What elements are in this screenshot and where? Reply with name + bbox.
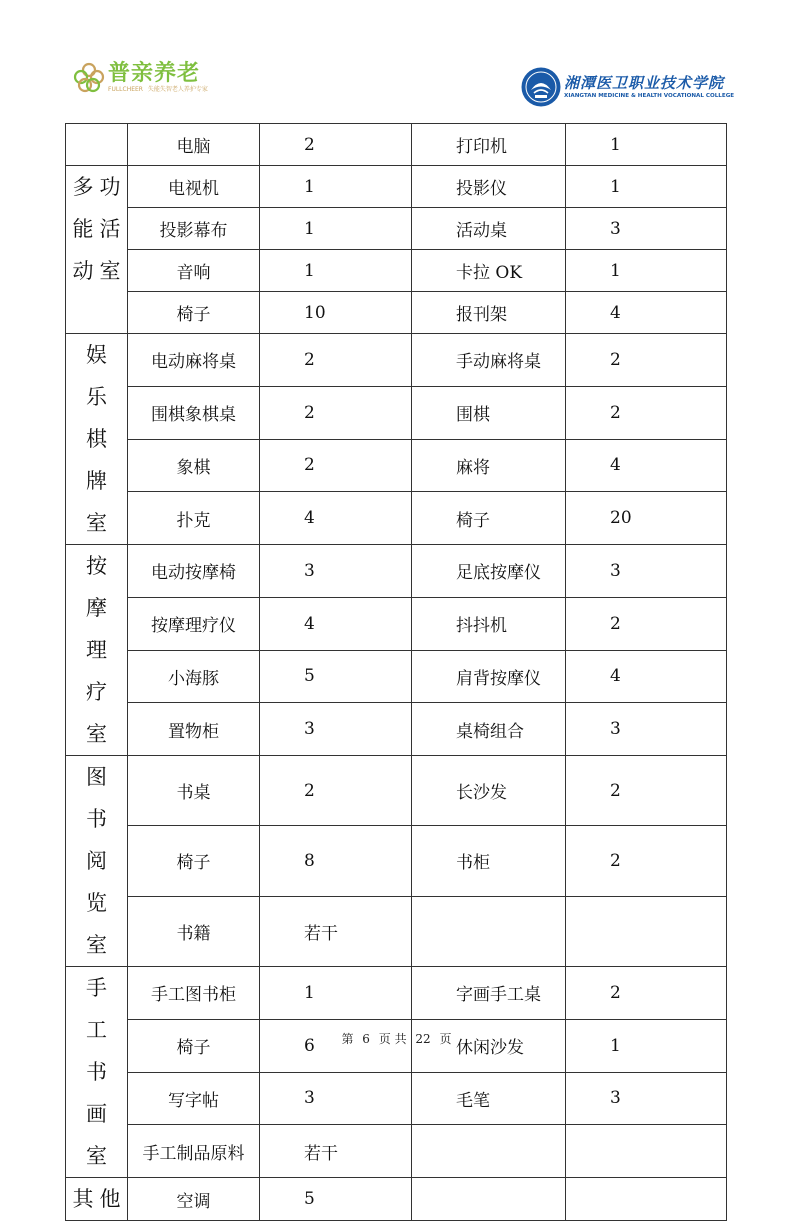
room-name-cell [66,124,128,166]
room-name-line: 书画 [86,1060,123,1126]
item-name-cell: 卡拉 OK [412,250,566,292]
table-row [66,756,727,826]
room-name-line: 室 [86,511,123,535]
room-name-line: 阅览 [86,849,123,915]
item-name-cell: 围棋象棋桌 [128,386,260,439]
item-name-cell: 桌椅组合 [412,703,566,756]
item-quantity-cell: 3 [566,208,727,250]
fullcheer-logo [72,58,208,98]
room-name-line: 能活 [72,217,127,241]
item-name-cell: 按摩理疗仪 [128,597,260,650]
item-name-cell: 报刊架 [412,292,566,334]
item-quantity-cell: 5 [260,650,412,703]
item-quantity-cell: 20 [566,492,727,545]
room-name-line: 多功 [72,175,127,199]
item-quantity-cell: 2 [260,124,412,166]
room-name-cell [66,967,128,1178]
item-quantity-cell [566,896,727,966]
brand-name: 普亲养老 [108,61,201,86]
item-name-cell [412,1125,566,1178]
item-name-cell: 椅子 [128,292,260,334]
item-name-cell: 毛笔 [412,1072,566,1125]
item-name-cell: 象棋 [128,439,260,492]
item-quantity-cell: 3 [566,703,727,756]
room-name-cell [66,756,128,967]
table-row [66,826,727,896]
item-quantity-cell: 10 [260,292,412,334]
item-name-cell: 置物柜 [128,703,260,756]
footer-total-pages: 22 [415,1032,431,1046]
item-name-cell: 休闲沙发 [412,1019,566,1072]
item-quantity-cell: 1 [260,967,412,1020]
item-quantity-cell [566,1125,727,1178]
item-quantity-cell: 1 [260,208,412,250]
table-row [66,292,727,334]
room-name-line: 理疗 [86,638,123,704]
item-name-cell: 电动麻将桌 [128,334,260,387]
item-quantity-cell: 1 [260,166,412,208]
table-row [66,492,727,545]
table-row [66,1125,727,1178]
item-quantity-cell: 1 [566,1019,727,1072]
item-quantity-cell: 2 [566,756,727,826]
item-quantity-cell: 1 [566,166,727,208]
item-quantity-cell: 3 [566,545,727,598]
item-quantity-cell: 3 [260,1072,412,1125]
item-name-cell: 电脑 [128,124,260,166]
table-row [66,650,727,703]
item-quantity-cell: 1 [566,250,727,292]
table-row [66,545,727,598]
table-row [66,250,727,292]
item-quantity-cell: 2 [566,386,727,439]
item-quantity-cell: 8 [260,826,412,896]
item-quantity-cell [566,1178,727,1221]
item-name-cell: 打印机 [412,124,566,166]
item-name-cell: 椅子 [128,826,260,896]
item-quantity-cell: 4 [260,597,412,650]
item-name-cell: 投影幕布 [128,208,260,250]
item-quantity-cell: 若干 [260,1125,412,1178]
footer-suffix: 页 [439,1032,452,1046]
item-quantity-cell: 2 [260,334,412,387]
room-name-line: 室 [86,933,123,957]
page-footer [0,1030,793,1047]
item-name-cell: 手工图书柜 [128,967,260,1020]
item-name-cell: 电动按摩椅 [128,545,260,598]
table-row [66,439,727,492]
table-row [66,124,727,166]
table-row [66,703,727,756]
room-name-line: 室 [86,1144,123,1168]
room-name-cell [66,166,128,334]
item-quantity-cell: 3 [260,703,412,756]
item-quantity-cell: 4 [566,650,727,703]
item-name-cell: 音响 [128,250,260,292]
item-name-cell: 肩背按摩仪 [412,650,566,703]
room-name-line: 室 [86,722,123,746]
item-name-cell: 扑克 [128,492,260,545]
item-name-cell: 书柜 [412,826,566,896]
item-name-cell: 抖抖机 [412,597,566,650]
item-name-cell: 椅子 [128,1019,260,1072]
flower-logo-icon [72,61,106,95]
equipment-table [65,123,727,1221]
room-name-line: 动室 [72,259,127,283]
item-name-cell: 围棋 [412,386,566,439]
item-name-cell: 手动麻将桌 [412,334,566,387]
item-name-cell: 书籍 [128,896,260,966]
room-name-line: 图书 [86,765,123,831]
item-name-cell: 足底按摩仪 [412,545,566,598]
item-quantity-cell: 2 [260,386,412,439]
item-name-cell: 投影仪 [412,166,566,208]
room-name-cell [66,545,128,756]
item-name-cell: 手工制品原料 [128,1125,260,1178]
brand-slogan: 失能失智老人养护专家 [147,86,208,93]
item-quantity-cell: 1 [566,124,727,166]
table-row [66,967,727,1020]
footer-page-number: 6 [362,1032,370,1046]
item-quantity-cell: 若干 [260,896,412,966]
item-quantity-cell: 2 [566,826,727,896]
item-name-cell: 写字帖 [128,1072,260,1125]
item-name-cell: 活动桌 [412,208,566,250]
room-name-line: 娱乐 [86,343,123,409]
room-name-line: 其他 [72,1187,127,1211]
college-name-cn: 湘潭医卫职业技术学院 [564,74,725,92]
footer-prefix: 第 [341,1032,354,1046]
item-quantity-cell: 2 [566,334,727,387]
item-name-cell: 空调 [128,1178,260,1221]
table-row [66,896,727,966]
item-name-cell: 小海豚 [128,650,260,703]
college-seal-icon [520,66,562,108]
item-name-cell: 麻将 [412,439,566,492]
item-quantity-cell: 4 [566,292,727,334]
college-logo [520,66,734,108]
item-quantity-cell: 2 [260,439,412,492]
item-name-cell [412,896,566,966]
room-name-line: 按摩 [86,554,123,620]
item-quantity-cell: 2 [260,756,412,826]
footer-mid: 页 共 [378,1032,407,1046]
item-name-cell: 椅子 [412,492,566,545]
item-name-cell: 字画手工桌 [412,967,566,1020]
brand-en: FULLCHEER [108,86,143,93]
table-row [66,597,727,650]
item-quantity-cell: 1 [260,250,412,292]
item-quantity-cell: 2 [566,597,727,650]
room-name-cell [66,1178,128,1221]
item-quantity-cell: 6 [260,1019,412,1072]
item-quantity-cell: 3 [260,545,412,598]
item-quantity-cell: 4 [566,439,727,492]
table-row [66,208,727,250]
room-name-cell [66,334,128,545]
item-quantity-cell: 4 [260,492,412,545]
item-name-cell: 电视机 [128,166,260,208]
table-row [66,1178,727,1221]
room-name-line: 棋牌 [86,427,123,493]
item-quantity-cell: 3 [566,1072,727,1125]
item-name-cell: 书桌 [128,756,260,826]
item-quantity-cell: 2 [566,967,727,1020]
item-name-cell: 长沙发 [412,756,566,826]
table-row [66,1072,727,1125]
room-name-line: 手工 [86,976,123,1042]
table-row [66,334,727,387]
table-row [66,166,727,208]
item-quantity-cell: 5 [260,1178,412,1221]
item-name-cell [412,1178,566,1221]
table-row [66,386,727,439]
college-name-en: XIANGTAN MEDICINE & HEALTH VOCATIONAL COLLEGE [564,93,735,99]
